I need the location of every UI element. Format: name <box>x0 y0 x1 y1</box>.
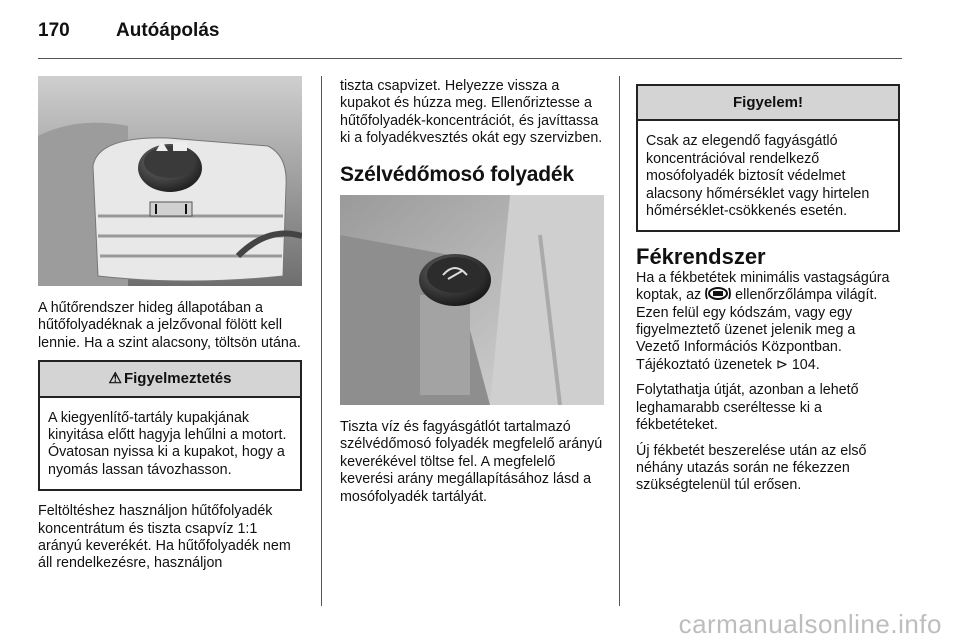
page-number: 170 <box>38 20 70 41</box>
brake-system-heading: Fékrendszer <box>636 244 766 270</box>
page-reference: 104. <box>791 356 820 373</box>
notice-body: Csak az elegendő fagyásgátló koncentrációval rendelkező mosófolyadék biztosít védelmet alacsony hőmérséklet vagy hirtelen hőmérséklet-csökkenés esetén. <box>646 133 870 220</box>
washer-reservoir-image <box>340 195 604 405</box>
column-2 <box>340 76 604 514</box>
notice-title: Figyelem! <box>638 86 898 121</box>
coolant-reservoir-image <box>38 76 302 286</box>
brake-pad-warning-icon <box>705 287 731 300</box>
coolant-level-text: A hűtőrendszer hideg állapotában a hűtőfolyadéknak a jelzővonal fölött kell lennie. Ha a szint alacsony, töltsön utána. <box>38 300 301 351</box>
brake-pad-text-b: ellenőrzőlámpa világít. Ezen felül egy kódszám, vagy egy figyelmeztető üzenet jelenik meg a Vezető Információs Központban. Tájékoztató üzenetek <box>636 287 878 373</box>
page-ref-arrow-icon: ⊳ <box>775 356 788 373</box>
coolant-continue-text: tiszta csapvizet. Helyezze vissza a kupakot és húzza meg. Ellenőriztesse a hűtőfolyadék-koncentrációt, és javíttassa ki a folyadékvesztés okát egy szervizben. <box>340 78 603 147</box>
warning-header <box>40 362 300 397</box>
warning-box <box>38 360 302 491</box>
warning-body: A kiegyenlítő-tartály kupakjának kinyitása előtt hagyja lehűlni a motort. Óvatosan nyissa ki a kupakot, hogy a nyomás lassan távozhasson. <box>48 409 287 478</box>
column-divider-1 <box>321 76 322 606</box>
warning-triangle-icon: ⚠ <box>108 370 122 388</box>
page-header <box>38 20 219 42</box>
column-divider-2 <box>619 76 620 606</box>
column-1 <box>38 76 302 581</box>
washer-fluid-heading: Szélvédőmosó folyadék <box>340 162 574 186</box>
brake-continue-text: Folytathatja útját, azonban a lehető leghamarabb cseréltesse ki a fékbetéteket. <box>636 382 859 434</box>
warning-title: Figyelmeztetés <box>123 370 232 388</box>
brake-pad-text <box>636 270 900 374</box>
brake-new-pads-text: Új fékbetét beszerelése után az első néhány utazás során ne fékezzen szükségtelenül túl erősen. <box>636 442 867 494</box>
brake-pad-text-a: Ha a fékbetétek minimális vastagságúra koptak, az <box>636 269 890 304</box>
page-title: Autóápolás <box>116 20 220 41</box>
washer-fill-text: Tiszta víz és fagyásgátlót tartalmazó szélvédőmosó folyadék megfelelő arányú keverékével töltse fel. A megfelelő keverési arány megállapításához lásd a mosófolyadék tartályát. <box>340 419 603 505</box>
column-3 <box>636 76 900 503</box>
coolant-mix-text: Feltöltéshez használjon hűtőfolyadék koncentrátum és tiszta csapvíz 1:1 arányú keverékét. Ha hűtőfolyadék nem áll rendelkezésre, használjon <box>38 503 291 572</box>
notice-box <box>636 84 900 232</box>
header-rule <box>38 58 902 59</box>
watermark: carmanualsonline.info <box>678 609 942 639</box>
